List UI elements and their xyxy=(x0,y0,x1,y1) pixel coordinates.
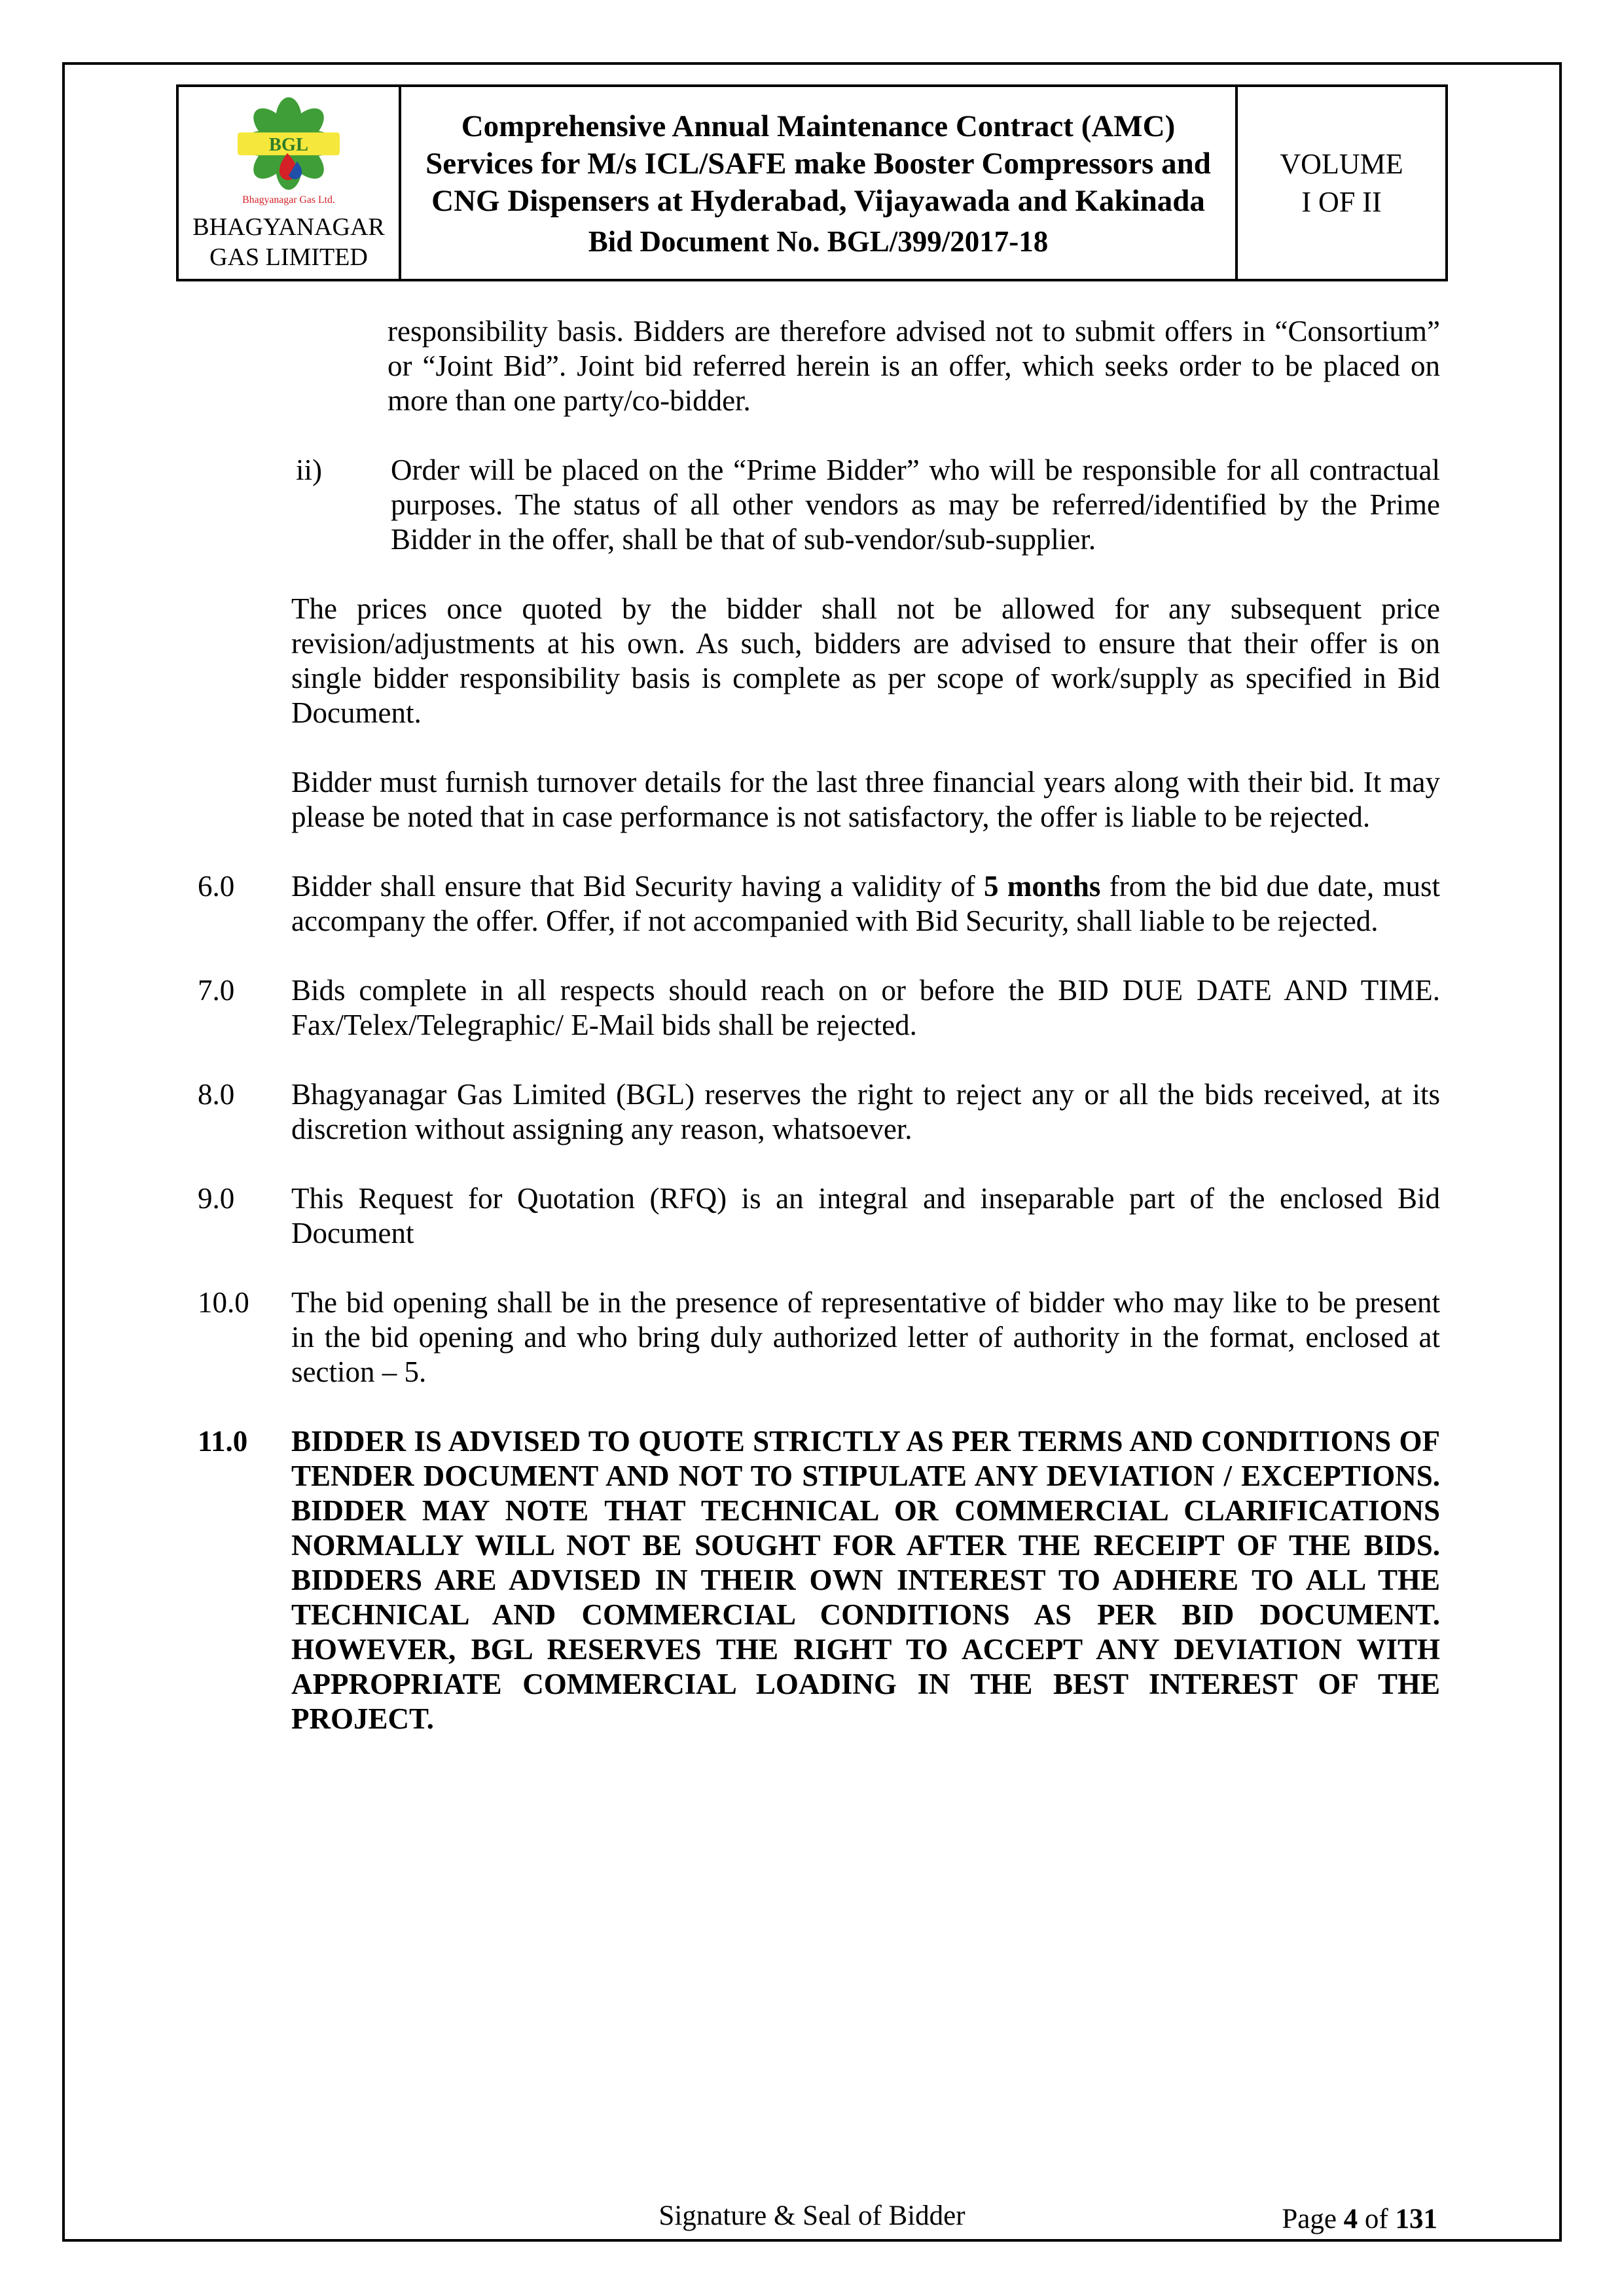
section-text-part: Bidder shall ensure that Bid Security having a validity of xyxy=(291,870,984,903)
logo-cell xyxy=(179,87,401,279)
page-border xyxy=(62,62,1562,2242)
section-9-0 xyxy=(198,1181,1440,1251)
section-text: BIDDER IS ADVISED TO QUOTE STRICTLY AS PER TERMS AND CONDITIONS OF TENDER DOCUMENT AND NOT TO STIPULATE ANY DEVIATION / EXCEPTIONS. BIDDER MAY NOTE THAT TECHNICAL OR COMMERCIAL CLARIFICATIONS NORMALLY WILL NOT BE SOUGHT FOR AFTER THE RECEIPT OF THE BIDS. BIDDERS ARE ADVISED IN THEIR OWN INTEREST TO ADHERE TO ALL THE TECHNICAL AND COMMERCIAL CONDITIONS AS PER BID DOCUMENT. HOWEVER, BGL RESERVES THE RIGHT TO ACCEPT ANY DEVIATION WITH APPROPRIATE COMMERCIAL LOADING IN THE BEST INTEREST OF THE PROJECT. xyxy=(291,1425,1440,1736)
company-name-line2: GAS LIMITED xyxy=(209,243,368,271)
list-item-ii-text: Order will be placed on the “Prime Bidder” who will be responsible for all contractual purposes. The status of all other vendors as may be referred/identified by the Prime Bidder in the offer, shall be that of sub-vendor/sub-supplier. xyxy=(391,454,1440,556)
company-name xyxy=(192,213,384,272)
section-11-0 xyxy=(198,1424,1440,1736)
header-table xyxy=(176,84,1448,281)
section-text xyxy=(291,869,1440,939)
page-total: 131 xyxy=(1395,2204,1437,2234)
bid-document-number: Bid Document No. BGL/399/2017-18 xyxy=(588,224,1049,258)
section-number: 6.0 xyxy=(198,870,235,903)
logo-abbrev-text: BGL xyxy=(268,134,309,155)
volume-cell xyxy=(1238,87,1445,279)
section-number: 11.0 xyxy=(198,1425,248,1458)
paragraph-prices: The prices once quoted by the bidder shall not be allowed for any subsequent price revision/adjustments at his own. As such, bidders are advised to ensure that their offer is on single bidder responsibility basis is complete as per scope of work/supply as specified in Bid Document. xyxy=(291,592,1440,730)
section-8-0 xyxy=(198,1077,1440,1147)
section-7-0 xyxy=(198,973,1440,1043)
title-cell xyxy=(401,87,1238,279)
section-text: This Request for Quotation (RFQ) is an integral and inseparable part of the enclosed Bid Document xyxy=(291,1182,1440,1250)
section-text: Bhagyanagar Gas Limited (BGL) reserves the right to reject any or all the bids received, at its discretion without assigning any reason, whatsoever. xyxy=(291,1078,1440,1146)
document-title: Comprehensive Annual Maintenance Contract (AMC) Services for M/s ICL/SAFE make Booster Compressors and CNG Dispensers at Hyderabad, Vijayawada and Kakinada xyxy=(425,109,1211,219)
page-indicator xyxy=(1282,2203,1437,2235)
section-text: The bid opening shall be in the presence of representative of bidder who may like to be present in the bid opening and who bring duly authorized letter of authority in the format, enclosed at section – 5. xyxy=(291,1286,1440,1389)
paragraph-consortium: responsibility basis. Bidders are therefore advised not to submit offers in “Consortium” or “Joint Bid”. Joint bid referred herein is an offer, which seeks order to be placed on more than one party/co-bidder. xyxy=(388,315,1440,418)
list-item-ii xyxy=(296,453,1440,557)
page-of-label: of xyxy=(1364,2204,1388,2234)
section-number: 7.0 xyxy=(198,974,235,1007)
company-name-line1: BHAGYANAGAR xyxy=(192,213,385,241)
section-10-0 xyxy=(198,1285,1440,1390)
section-text-part: from the bid due date, must accompany the offer. Offer, if not accompanied with Bid Security, shall liable to be rejected. xyxy=(291,870,1440,938)
paragraph-turnover: Bidder must furnish turnover details for the last three financial years along with their bid. It may please be noted that in case performance is not satisfactory, the offer is liable to be rejected. xyxy=(291,766,1440,834)
section-number: 9.0 xyxy=(198,1182,235,1215)
bgl-logo-icon xyxy=(213,94,365,211)
signature-seal-label: Signature & Seal of Bidder xyxy=(659,2200,965,2231)
logo-brand-small-text: Bhagyanagar Gas Ltd. xyxy=(242,194,335,206)
section-number: 10.0 xyxy=(198,1286,249,1319)
section-text: Bids complete in all respects should reach on or before the BID DUE DATE AND TIME. Fax/Telex/Telegraphic/ E-Mail bids shall be rejected. xyxy=(291,974,1440,1042)
bold-emphasis: 5 months xyxy=(984,870,1101,903)
document-body xyxy=(65,281,1559,1736)
volume-line1: VOLUME xyxy=(1280,148,1403,181)
list-item-ii-label: ii) xyxy=(296,454,322,487)
page-number: 4 xyxy=(1343,2204,1358,2234)
section-number: 8.0 xyxy=(198,1078,235,1111)
page-label: Page xyxy=(1282,2204,1337,2234)
page-footer xyxy=(65,2200,1559,2235)
section-6-0 xyxy=(198,869,1440,939)
volume-line2: I OF II xyxy=(1301,185,1382,218)
